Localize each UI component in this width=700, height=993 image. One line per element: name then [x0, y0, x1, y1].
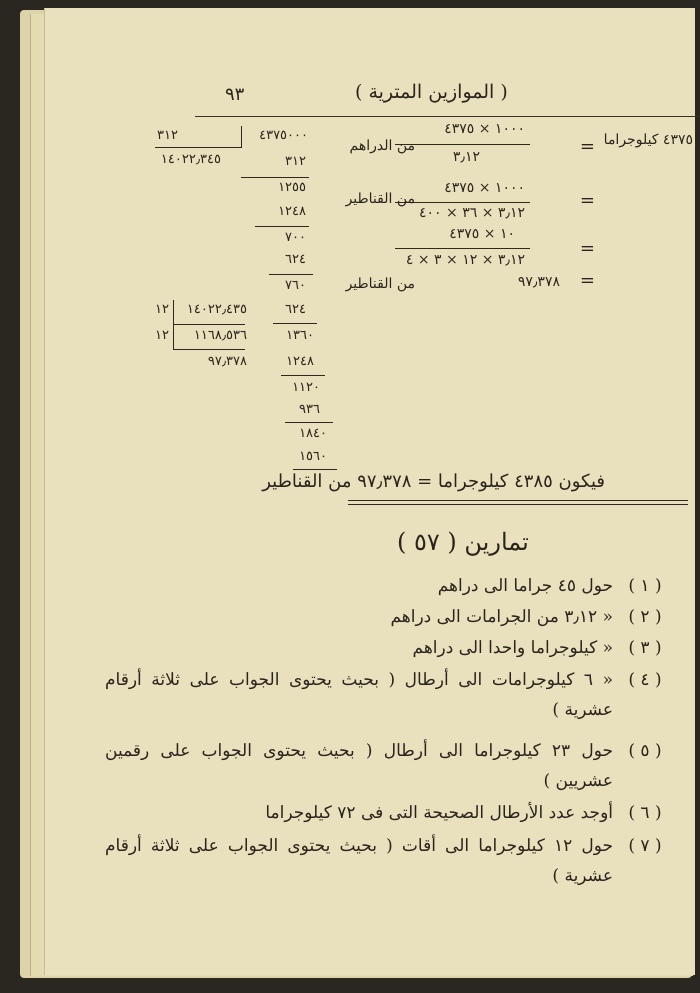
fraction3-numerator: ١٠ × ٤٣٧٥	[449, 226, 515, 242]
fraction1-bar	[395, 144, 530, 145]
division2-divisor: ١٢	[155, 328, 169, 343]
exercise-item	[105, 665, 665, 725]
exercise-text: حول ٢٣ كيلوجراما الى أرطال ( بحيث يحتوى الجواب على رقمين عشريين )	[105, 741, 613, 791]
header-rule	[195, 116, 700, 117]
result-sentence: فيكون ٤٣٨٥ كيلوجراما = ٩٧٫٣٧٨ من القناطير	[262, 471, 605, 492]
equation-result-unit: من القناطير	[345, 276, 415, 292]
exercise-number: ( ٧ )	[628, 836, 662, 856]
division-rule	[155, 147, 241, 148]
division-step: ١٥٦٠	[299, 449, 327, 464]
exercise-text: « كيلوجراما واحدا الى دراهم	[412, 638, 613, 658]
division2-divisor: ١٢	[155, 302, 169, 317]
exercise-title: تمارين ( ٥٧ )	[397, 528, 529, 556]
fraction1-unit: من الدراهم	[349, 138, 415, 154]
division2-quotient: ٩٧٫٣٧٨	[207, 354, 247, 369]
exercise-number: ( ٦ )	[628, 803, 662, 823]
division-step: ١٣٦٠	[286, 328, 314, 343]
result-underline	[348, 504, 688, 505]
exercise-item	[105, 736, 665, 796]
fraction2-numerator: ١٠٠٠ × ٤٣٧٥	[444, 180, 525, 196]
exercise-text: أوجد عدد الأرطال الصحيحة التى فى ٧٢ كيلوجراما	[265, 803, 613, 823]
page-number: ٩٣	[225, 84, 245, 105]
exercise-text: « ٦ كيلوجرامات الى أرطال ( بحيث يحتوى الجواب على ثلاثة أرقام عشرية )	[105, 670, 613, 720]
fraction2-denominator: ٣٫١٢ × ٣٦ × ٤٠٠	[419, 205, 525, 221]
book-page	[44, 8, 695, 975]
division-step-rule	[281, 375, 325, 376]
equation-result: ٩٧٫٣٧٨	[517, 274, 560, 290]
division-quotient: ١٤٠٢٢٫٣٤٥	[160, 152, 221, 167]
exercise-text: حول ١٢ كيلوجراما الى أقات ( بحيث يحتوى الجواب على ثلاثة أرقام عشرية )	[105, 836, 614, 886]
division-step: ١٢٥٥	[278, 180, 306, 195]
division-step: ٣١٢	[285, 154, 306, 169]
equation-equals: =	[579, 238, 595, 259]
division2-rule	[173, 349, 245, 350]
division-step: ٧٦٠	[285, 278, 306, 293]
equation-lhs: ٤٣٧٥ كيلوجراما	[603, 132, 693, 148]
division2-rule	[173, 324, 245, 325]
division2-bar	[173, 300, 174, 350]
fraction2-unit: من القناطير	[345, 191, 415, 207]
division-step: ١١٢٠	[292, 380, 320, 395]
division-step-rule	[241, 177, 309, 178]
division-dividend: ٤٣٧٥٠٠٠	[259, 128, 308, 143]
division2-dividend: ١٤٠٢٢٫٤٣٥	[186, 302, 247, 317]
exercise-item	[105, 571, 665, 601]
exercise-number: ( ٢ )	[628, 607, 662, 627]
exercise-number: ( ٤ )	[628, 670, 662, 690]
division-step: ٧٠٠	[285, 230, 306, 245]
division-step: ١٨٤٠	[299, 426, 327, 441]
exercise-item	[105, 831, 665, 891]
equation-equals: =	[579, 136, 595, 157]
division-step-rule	[293, 469, 337, 470]
exercise-text: حول ٤٥ جراما الى دراهم	[437, 576, 613, 596]
equation-equals: =	[579, 190, 595, 211]
division-step-rule	[269, 274, 313, 275]
fraction1-denominator: ٣٫١٢	[452, 149, 480, 165]
division-step: ١٢٤٨	[286, 354, 314, 369]
division-step-rule	[255, 226, 309, 227]
exercise-item	[105, 633, 665, 663]
exercise-number: ( ٣ )	[628, 638, 662, 658]
division-step: ١٢٤٨	[278, 204, 306, 219]
fraction3-bar	[395, 248, 530, 249]
fraction1-numerator: ١٠٠٠ × ٤٣٧٥	[444, 121, 525, 137]
exercise-number: ( ١ )	[628, 576, 662, 596]
division-divisor: ٣١٢	[157, 128, 178, 143]
result-underline	[348, 500, 688, 501]
page-title: ( الموازين المترية )	[355, 81, 508, 103]
fraction3-denominator: ٣٫١٢ × ١٢ × ٣ × ٤	[405, 252, 525, 268]
equation-equals: =	[579, 270, 595, 291]
division-step: ٦٢٤	[285, 302, 306, 317]
division2-partial: ١١٦٨٫٥٣٦	[193, 328, 247, 343]
division-step: ٩٣٦	[299, 402, 320, 417]
exercise-text: « ٣٫١٢ من الجرامات الى دراهم	[390, 607, 613, 627]
division-step-rule	[285, 422, 333, 423]
fraction2-bar	[395, 202, 530, 203]
exercise-number: ( ٥ )	[628, 741, 662, 761]
exercise-item	[105, 602, 665, 632]
division-bar	[241, 126, 242, 148]
division-step: ٦٢٤	[285, 252, 306, 267]
division-step-rule	[273, 323, 317, 324]
exercise-item	[105, 798, 665, 828]
